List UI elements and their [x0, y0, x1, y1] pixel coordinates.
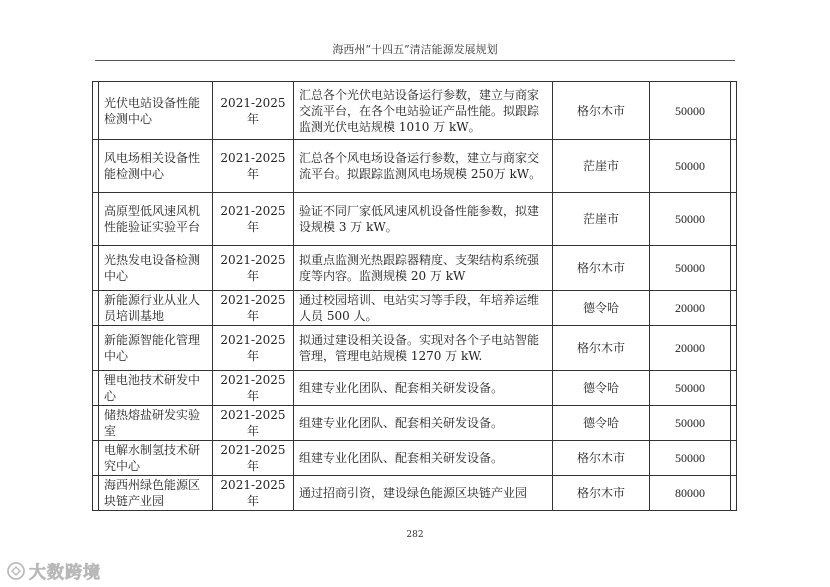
- project-content: 组建专业化团队、配套相关研发设备。: [294, 441, 553, 476]
- project-investment: 80000: [650, 476, 731, 511]
- project-location: 格尔木市: [553, 476, 650, 511]
- table-row: [93, 441, 737, 476]
- project-investment: 50000: [650, 441, 731, 476]
- table-row: [93, 476, 737, 511]
- table-row: [93, 140, 737, 193]
- project-investment: 50000: [650, 140, 731, 193]
- project-name: 储热熔盐研发实验室: [99, 406, 213, 441]
- project-period: 2021-2025年: [213, 326, 294, 371]
- table-row: [93, 326, 737, 371]
- table-row: [93, 246, 737, 291]
- table-row: [93, 82, 737, 140]
- project-location: 格尔木市: [553, 441, 650, 476]
- project-content: 组建专业化团队、配套相关研发设备。: [294, 371, 553, 406]
- project-period: 2021-2025年: [213, 246, 294, 291]
- project-content: 通过招商引资，建设绿色能源区块链产业园: [294, 476, 553, 511]
- project-investment: 50000: [650, 82, 731, 140]
- project-period: 2021-2025年: [213, 193, 294, 246]
- project-period: 2021-2025年: [213, 441, 294, 476]
- project-location: 格尔木市: [553, 326, 650, 371]
- project-location: 德令哈: [553, 406, 650, 441]
- projects-table: [92, 81, 737, 511]
- project-investment: 20000: [650, 326, 731, 371]
- project-name: 新能源智能化管理中心: [99, 326, 213, 371]
- project-period: 2021-2025年: [213, 82, 294, 140]
- project-investment: 50000: [650, 371, 731, 406]
- project-name: 光伏电站设备性能检测中心: [99, 82, 213, 140]
- watermark-text: 大数跨境: [29, 563, 101, 583]
- project-period: 2021-2025年: [213, 140, 294, 193]
- project-location: 格尔木市: [553, 82, 650, 140]
- project-location: 德令哈: [553, 291, 650, 326]
- project-location: 茫崖市: [553, 193, 650, 246]
- project-location: 茫崖市: [553, 140, 650, 193]
- project-investment: 50000: [650, 246, 731, 291]
- project-content: 拟通过建设相关设备。实现对各个子电站智能管理，管理电站规模 1270 万 kW.: [294, 326, 553, 371]
- project-name: 电解水制氢技术研究中心: [99, 441, 213, 476]
- table-row: [93, 371, 737, 406]
- document-header: 海西州“十四五”清洁能源发展规划: [332, 43, 498, 56]
- project-investment: 20000: [650, 291, 731, 326]
- project-content: 通过校园培训、电站实习等手段，年培养运维人员 500 人。: [294, 291, 553, 326]
- project-period: 2021-2025年: [213, 371, 294, 406]
- project-content: 汇总各个风电场设备运行参数，建立与商家交流平台。拟跟踪监测风电场规模 250万 kW。: [294, 140, 553, 193]
- project-location: 格尔木市: [553, 246, 650, 291]
- watermark: [6, 558, 101, 583]
- header-rule: [95, 60, 735, 61]
- table-row: [93, 193, 737, 246]
- project-content: 拟重点监测光热跟踪器精度、支架结构系统强度等内容。监测规模 20 万 kW: [294, 246, 553, 291]
- project-name: 高原型低风速风机性能验证实验平台: [99, 193, 213, 246]
- page-number: 282: [406, 530, 424, 540]
- project-content: 组建专业化团队、配套相关研发设备。: [294, 406, 553, 441]
- project-period: 2021-2025年: [213, 291, 294, 326]
- project-name: 光热发电设备检测中心: [99, 246, 213, 291]
- kbd-logo-icon: [6, 561, 26, 581]
- project-name: 风电场相关设备性能检测中心: [99, 140, 213, 193]
- project-content: 验证不同厂家低风速风机设备性能参数，拟建设规模 3 万 kW。: [294, 193, 553, 246]
- project-investment: 50000: [650, 406, 731, 441]
- project-name: 新能源行业从业人员培训基地: [99, 291, 213, 326]
- project-investment: 50000: [650, 193, 731, 246]
- project-name: 锂电池技术研发中心: [99, 371, 213, 406]
- project-period: 2021-2025年: [213, 476, 294, 511]
- project-location: 德令哈: [553, 371, 650, 406]
- table-row: [93, 406, 737, 441]
- project-period: 2021-2025年: [213, 406, 294, 441]
- project-content: 汇总各个光伏电站设备运行参数，建立与商家交流平台，在各个电站验证产品性能。拟跟踪监测光伏电站规模 1010 万 kW。: [294, 82, 553, 140]
- table-row: [93, 291, 737, 326]
- project-name: 海西州绿色能源区块链产业园: [99, 476, 213, 511]
